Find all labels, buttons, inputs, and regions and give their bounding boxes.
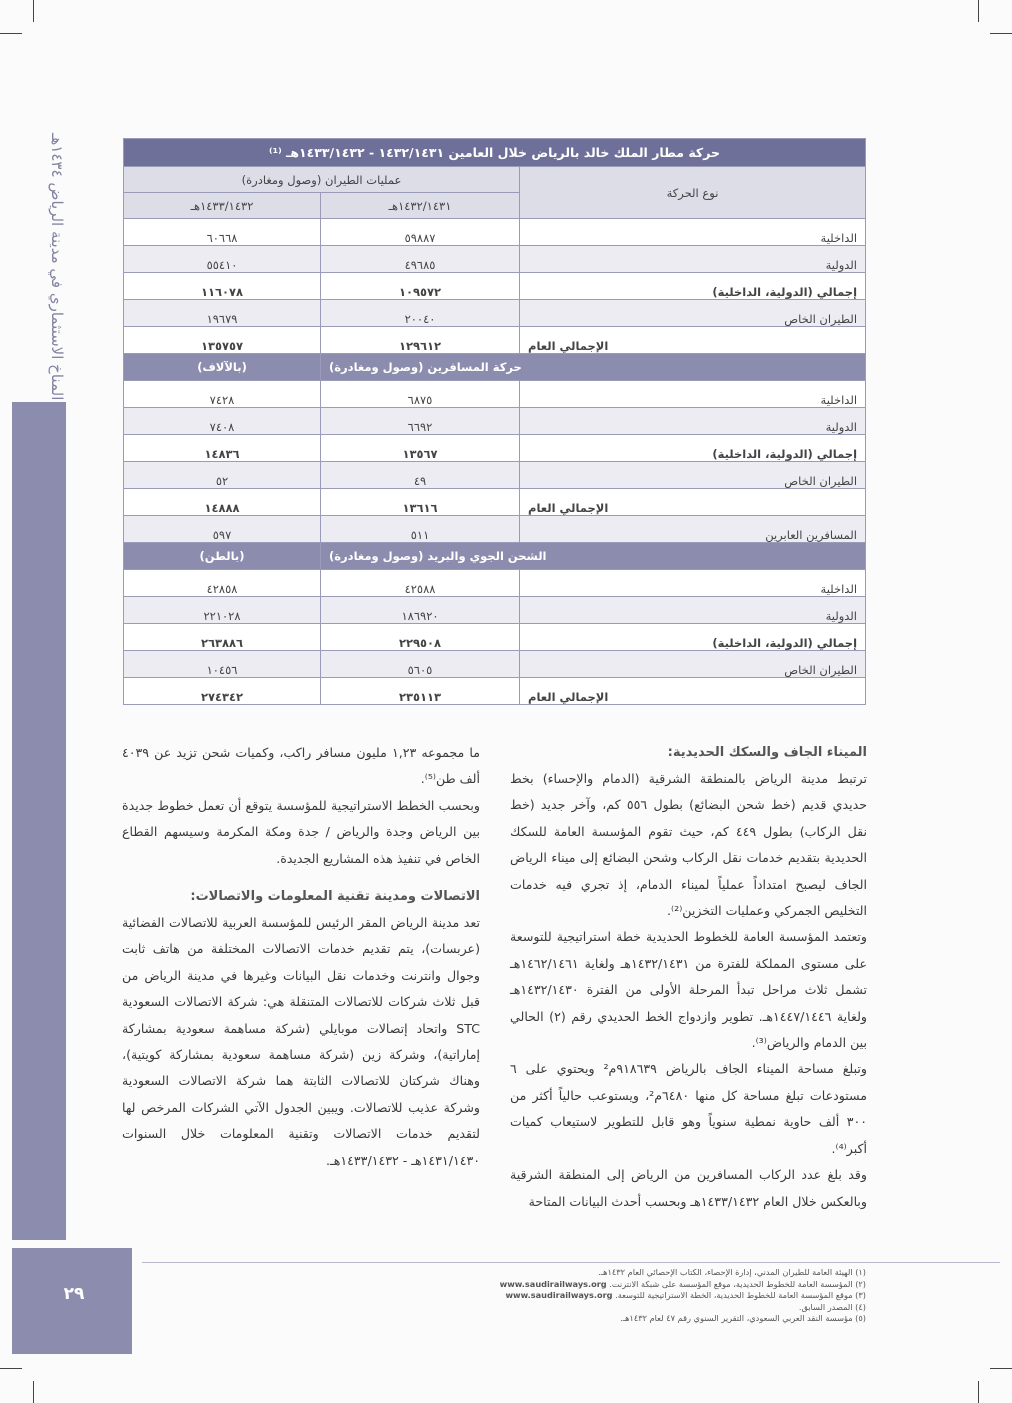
table-row — [124, 678, 866, 705]
table-row — [124, 300, 866, 327]
footnote — [390, 1279, 866, 1291]
row-label: الإجمالي العام — [520, 489, 866, 516]
dry-port-heading: الميناء الجاف والسكك الحديدية: — [667, 745, 867, 760]
footnote — [390, 1290, 866, 1302]
cell-value: ٢٦٣٨٨٦ — [124, 624, 321, 651]
table-row — [124, 381, 866, 408]
table-row — [124, 516, 866, 543]
row-label: الدولية — [520, 246, 866, 273]
row-label: الداخلية — [520, 381, 866, 408]
paragraph: وتعتمد المؤسسة العامة للخطوط الحديدية خطة استراتيجية للتوسعة على مستوى المملكة للفترة من ١٤٣٢/١٤٣١هـ ولغاية ١٤٦٢/١٤٦١هـ تشمل ثلاث مراحل تبدأ المرحلة الأولى من الفترة ١٤٣٢/١٤٣٠هـ ولغاية ١٤٤٧/١٤٤٦هـ. تطوير وازدواج الخط الحديدي رقم (٢) الحالي بين الدمام والرياض⁽³⁾. — [510, 929, 868, 1051]
row-label: إجمالي (الدولية، الداخلية) — [520, 435, 866, 462]
row-label: الإجمالي العام — [520, 678, 866, 705]
cell-value: ١٩٦٧٩ — [124, 300, 321, 327]
cell-value: ٢٧٤٣٤٢ — [124, 678, 321, 705]
footnote-text: (٢) المؤسسة العامة للخطوط الحديدية، موقع المؤسسة على شبكة الانترنت. — [609, 1278, 866, 1289]
right-text-column — [510, 740, 867, 1215]
paragraph: ما مجموعه ١,٢٣ مليون مسافر راكب، وكميات شحن تزيد عن ٤٠٣٩ ألف طن⁽⁵⁾. — [122, 745, 480, 787]
footnote-divider — [142, 1262, 1000, 1263]
row-label: إجمالي (الدولية، الداخلية) — [520, 273, 866, 300]
crop-mark — [990, 1368, 1012, 1369]
row-label: الدولية — [520, 597, 866, 624]
table-row — [124, 570, 866, 597]
cell-value: ٤٢٥٨٨ — [321, 570, 520, 597]
cell-value: ٤٩٦٨٥ — [321, 246, 520, 273]
paragraph: وقد بلغ عدد الركاب المسافرين من الرياض إلى المنطقة الشرقية وبالعكس خلال العام ١٤٣٣/١٤٣٢هـ وبحسب أحدث البيانات المتاحة — [510, 1167, 867, 1209]
table-row — [124, 651, 866, 678]
row-label: الطيران الخاص — [520, 462, 866, 489]
table-row — [124, 246, 866, 273]
cell-value: ١٤٨٨٨ — [124, 489, 321, 516]
cell-value: ٥٦٠٥ — [321, 651, 520, 678]
airport-traffic-table — [123, 138, 866, 705]
footnote-text: (٣) موقع المؤسسة العامة للخطوط الحديدية، الخطة الاستراتيجية للتوسعة. — [615, 1290, 866, 1300]
cargo-section-title: الشحن الجوي والبريد (وصول ومغادرة) — [321, 543, 866, 570]
cell-value: ١٠٩٥٧٢ — [321, 273, 520, 300]
cell-value: ٢٣٥١١٣ — [321, 678, 520, 705]
cell-value: ٦٦٩٢ — [321, 408, 520, 435]
table-row — [124, 597, 866, 624]
passengers-section-title: حركة المسافرين (وصول ومغادرة) — [321, 354, 866, 381]
crop-mark — [978, 1381, 979, 1403]
footnote — [390, 1313, 866, 1325]
type-header: نوع الحركة — [520, 167, 866, 219]
crop-mark — [978, 0, 979, 22]
cell-value: ٢٠٠٤٠ — [321, 300, 520, 327]
cargo-unit: (بالطن) — [124, 543, 321, 570]
table-title: حركة مطار الملك خالد بالرياض خلال العامين ١٤٣٢/١٤٣١ - ١٤٣٣/١٤٣٢هـ ⁽¹⁾ — [124, 139, 866, 167]
section-header-row — [124, 543, 866, 570]
table-row — [124, 408, 866, 435]
table-header-row — [124, 167, 866, 193]
footnote-text: (١) الهيئة العامة للطيران المدني، إدارة الإحصاء، الكتاب الإحصائي العام ١٤٣٢هـ. — [598, 1267, 866, 1277]
passengers-unit: (بالآلاف) — [124, 354, 321, 381]
page-number: ٢٩ — [63, 1284, 85, 1304]
table-row — [124, 219, 866, 246]
cell-value: ٦٨٧٥ — [321, 381, 520, 408]
cell-value: ٢٢١٠٢٨ — [124, 597, 321, 624]
footnote-url[interactable]: www.saudirailways.org — [499, 1278, 607, 1289]
cell-value: ٥٩٧ — [124, 516, 321, 543]
section-header-row — [124, 354, 866, 381]
row-label: إجمالي (الدولية، الداخلية) — [520, 624, 866, 651]
cell-value: ٥١١ — [321, 516, 520, 543]
page-number-box — [12, 1248, 132, 1354]
crop-mark — [33, 0, 34, 22]
cell-value: ١٨٦٩٢٠ — [321, 597, 520, 624]
row-label: الدولية — [520, 408, 866, 435]
crop-mark — [33, 1381, 34, 1403]
cell-value: ١٣٥٧٥٧ — [124, 327, 321, 354]
cell-value: ٧٤٠٨ — [124, 408, 321, 435]
footnote-text: (٥) مؤسسة النقد العربي السعودي، التقرير السنوي رقم ٤٧ لعام ١٤٣٢هـ. — [620, 1313, 866, 1323]
crop-mark — [0, 33, 22, 34]
left-text-column — [122, 740, 480, 1174]
footnote-text: (٤) المصدر السابق. — [798, 1301, 866, 1312]
row-label: الإجمالي العام — [520, 327, 866, 354]
table-row — [124, 327, 866, 354]
ops-header: عمليات الطيران (وصول ومغادرة) — [124, 167, 520, 193]
side-running-title: المناخ الاستثماري في مدينة الرياض ١٤٣٤هـ — [48, 132, 66, 400]
crop-mark — [0, 1368, 22, 1369]
cell-value: ٥٢ — [124, 462, 321, 489]
year2-header: ١٤٣٣/١٤٣٢هـ — [124, 193, 321, 219]
paragraph: ترتبط مدينة الرياض بالمنطقة الشرقية (الدمام والإحساء) بخط حديدي قديم (خط شحن البضائع) بطول ٥٥٦ كم، وآخر جديد (خط نقل الركاب) بطول ٤٤٩ كم، حيث تقوم المؤسسة العامة للسكك الحديدية بتقديم خدمات نقل الركاب وشحن البضائع إلى ميناء الرياض الجاف ليصبح امتداداً عملياً لميناء الدمام، إذ تجري فيه خدمات التخليص الجمركي وعمليات التخزين⁽²⁾. — [510, 771, 867, 919]
cell-value: ٦٠٦٦٨ — [124, 219, 321, 246]
footnote-url[interactable]: www.saudirailways.org — [505, 1290, 613, 1300]
cell-value: ٥٥٤١٠ — [124, 246, 321, 273]
footnote — [390, 1302, 866, 1314]
year1-header: ١٤٣٢/١٤٣١هـ — [321, 193, 520, 219]
row-label: الطيران الخاص — [520, 300, 866, 327]
cell-value: ١٣٥٦٧ — [321, 435, 520, 462]
paragraph: وتبلغ مساحة الميناء الجاف بالرياض ٩١٨٦٣٩م² ويحتوي على ٦ مستودعات تبلغ مساحة كل منها ٦٤٨٠م²، ويستوعب حالياً أكثر من ٣٠٠ ألف حاوية نمطية سنوياً وهو قابل للتطوير لاستيعاب كميات أكبر⁽⁴⁾. — [510, 1061, 867, 1156]
telecom-heading: الاتصالات ومدينة تقنية المعلومات والاتصالات: — [190, 889, 480, 905]
cell-value: ٥٩٨٨٧ — [321, 219, 520, 246]
table-row — [124, 273, 866, 300]
sidebar-band — [12, 402, 66, 1240]
table-row — [124, 435, 866, 462]
crop-mark — [990, 33, 1012, 34]
paragraph: تعد مدينة الرياض المقر الرئيس للمؤسسة العربية للاتصالات الفضائية (عربسات)، يتم تقديم خدمات الاتصالات المختلفة من هاتف ثابت وجوال وانترنت وخدمات نقل البيانات وغيرها في مدينة الرياض من قبل ثلاث شركات للاتصالات المتنقلة هي: شركة الاتصالات السعودية STC واتحاد إتصالات موبايلي (شركة مساهمة سعودية بمشاركة إماراتية)، وشركة زين (شركة مساهمة سعودية بمشاركة كويتية)، وهناك شركتان للاتصالات الثابتة هما شركة الاتصالات السعودية وشركة عذيب للاتصالات. ويبين الجدول الآتي الشركات المرخص لها لتقديم خدمات الاتصالات وتقنية المعلومات خلال السنوات ١٤٣١/١٤٣٠هـ - ١٤٣٣/١٤٣٢هـ. — [122, 915, 480, 1168]
cell-value: ١٠٤٥٦ — [124, 651, 321, 678]
table-row — [124, 489, 866, 516]
cell-value: ٢٢٩٥٠٨ — [321, 624, 520, 651]
footnote — [390, 1267, 866, 1279]
cell-value: ١٢٩٦١٢ — [321, 327, 520, 354]
cell-value: ١١٦٠٧٨ — [124, 273, 321, 300]
row-label: الطيران الخاص — [520, 651, 866, 678]
cell-value: ٤٢٨٥٨ — [124, 570, 321, 597]
row-label: الداخلية — [520, 219, 866, 246]
cell-value: ٧٤٢٨ — [124, 381, 321, 408]
table-row — [124, 462, 866, 489]
table-row — [124, 624, 866, 651]
cell-value: ١٣٦١٦ — [321, 489, 520, 516]
table-title-row — [124, 139, 866, 167]
cell-value: ١٤٨٣٦ — [124, 435, 321, 462]
row-label: المسافرين العابرين — [520, 516, 866, 543]
cell-value: ٤٩ — [321, 462, 520, 489]
footnotes — [390, 1267, 866, 1325]
row-label: الداخلية — [520, 570, 866, 597]
paragraph: وبحسب الخطط الاستراتيجية للمؤسسة يتوقع أن تعمل خطوط جديدة بين الرياض وجدة والرياض / جدة ومكة المكرمة وسيسهم القطاع الخاص في تنفيذ هذه المشاريع الجديدة. — [122, 797, 480, 866]
